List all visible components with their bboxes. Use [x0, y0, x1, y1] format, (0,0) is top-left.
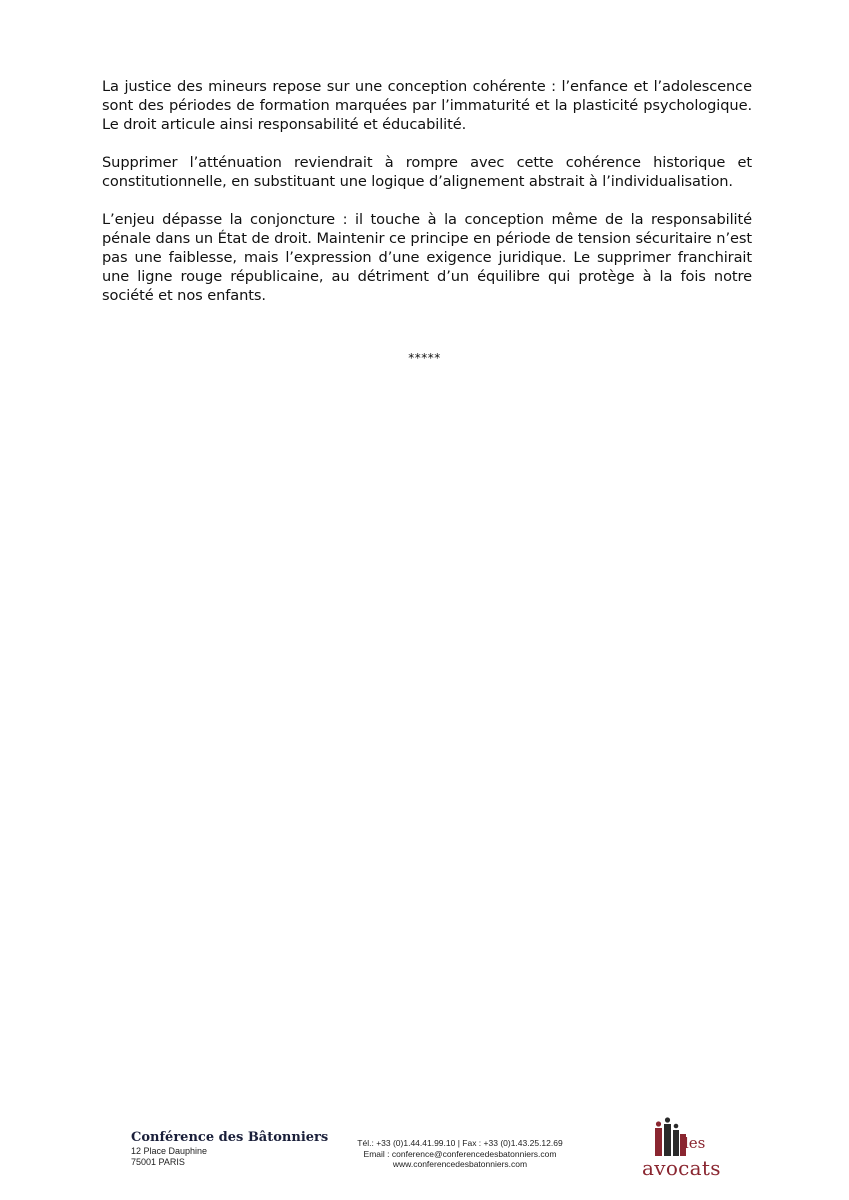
- contact-website: www.conferencedesbatonniers.com: [392, 1159, 528, 1169]
- logo-text-avocats: avocats: [642, 1156, 721, 1180]
- contact-email: Email : conference@conferencedesbatonniers.com: [363, 1148, 557, 1159]
- organization-name: Conférence des Bâtonniers: [131, 1130, 329, 1145]
- body-paragraph-1: La justice des mineurs repose sur une conception cohérente : l’enfance et l’adolescence sont des périodes de formation marquées par l’immaturité et la plasticité psychologique. Le droit articule ainsi responsabilité et éducabilité.: [102, 78, 752, 133]
- address-street: 12 Place Dauphine: [131, 1146, 208, 1156]
- body-paragraph-2: Supprimer l’atténuation reviendrait à rompre avec cette cohérence historique et constitutionnelle, en substituant une logique d’alignement abstrait à l’individualisation.: [102, 154, 752, 190]
- footer-contact: [310, 1138, 610, 1170]
- address-city: 75001 PARIS: [131, 1157, 185, 1167]
- section-separator: *****: [408, 351, 441, 365]
- les-avocats-logo: [642, 1116, 722, 1186]
- body-paragraph-3: L’enjeu dépasse la conjoncture : il touche à la conception même de la responsabilité pénale dans un État de droit. Maintenir ce principe en période de tension sécuritaire n’est pas une faiblesse, mais l’expression d’une exigence juridique. Le supprimer franchirait une ligne rouge républicaine, au détriment d’un équilibre qui protège à la fois notre société et nos enfants.: [102, 211, 752, 304]
- logo-text-les: les: [684, 1134, 706, 1152]
- contact-phone-fax: Tél.: +33 (0)1.44.41.99.10 | Fax : +33 (0)1.43.25.12.69: [357, 1138, 563, 1148]
- footer-organization: [131, 1130, 328, 1168]
